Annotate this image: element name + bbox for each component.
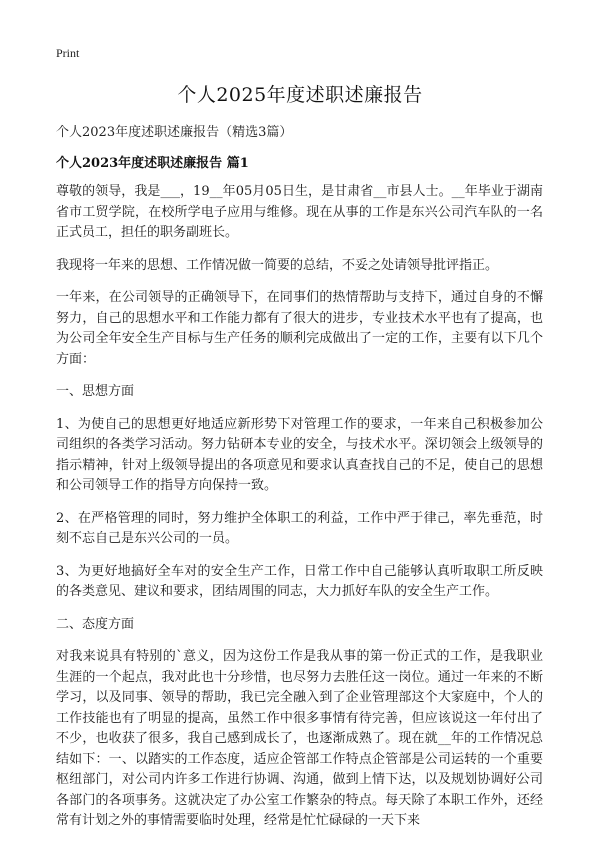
paragraph-attitude: 对我来说具有特别的`意义，因为这份工作是我从事的第一份正式的工作，是我职业生涯的一个起点，我对此也十分珍惜，也尽努力去胜任这一岗位。通过一年来的不断学习，以及同事、领导的帮助，我已完全融入到了企业管理部这个大家庭中，个人的工作技能也有了明显的提高，虽然工作中很多事情有待完善，但应该说这一年付出了不少，也收获了很多，我自己感到成长了，也逐渐成熟了。现在就__年的工作情况总结如下：一、以踏实的工作态度，适应企管部工作特点企管部是公司运转的一个重要枢纽部门，对公司内许多工作进行协调、沟通，做到上情下达，以及规划协调好公司各部门的各项事务。这就决定了办公室工作繁杂的特点。每天除了本职工作外，还经常有计划之外的事情需要临时处理，经常是忙忙碌碌的一天下来: [56, 649, 543, 828]
document-body: [56, 182, 543, 844]
print-link[interactable]: Print: [56, 46, 80, 60]
section-title-thought: 一、思想方面: [56, 384, 135, 399]
paragraph-thought-2: 2、在严格管理的同时，努力维护全体职工的利益，工作中严于律己，率先垂范，时刻不忘自己是东兴公司的一员。: [56, 510, 543, 546]
paragraph-summary-note: 我现将一年来的思想、工作情况做一简要的总结，不妥之处请领导批评指正。: [56, 257, 499, 273]
document-title: 个人2025年度述职述廉报告: [177, 84, 423, 106]
section-heading: 个人2023年度述职述廉报告 篇1: [56, 156, 249, 171]
section-title-attitude: 二、态度方面: [56, 616, 135, 632]
paragraph-overview: 一年来，在公司领导的正确领导下，在同事们的热情帮助与支持下，通过自身的不懈努力，自己的思想水平和工作能力都有了很大的进步，专业技术水平也有了提高，也为公司全年安全生产目标与生产任务的顺利完成做出了一定的工作，主要有以下几个方面：: [56, 290, 543, 367]
paragraph-thought-3: 3、为更好地搞好全车对的安全生产工作，日常工作中自己能够认真听取职工所反映的各类意见、建议和要求，团结周围的同志，大力抓好车队的安全生产工作。: [56, 563, 543, 599]
paragraph-thought-1: 1、为使自己的思想更好地适应新形势下对管理工作的要求，一年来自己积极参加公司组织的各类学习活动。努力钻研本专业的安全，与技术水平。深切领会上级领导的指示精神，针对上级领导提出的各项意见和要求认真查找自己的不足，使自己的思想和公司领导工作的指导方向保持一致。: [56, 416, 543, 493]
paragraph-intro: 尊敬的领导，我是___，19__年05月05日生，是甘肃省__市县人士。__年毕业于湖南省市工贸学院，在校所学电子应用与维修。现在从事的工作是东兴公司汽车队的一名正式员工，担任的职务副班长。: [56, 184, 543, 240]
document-subtitle: 个人2023年度述职述廉报告（精选3篇）: [56, 125, 293, 140]
